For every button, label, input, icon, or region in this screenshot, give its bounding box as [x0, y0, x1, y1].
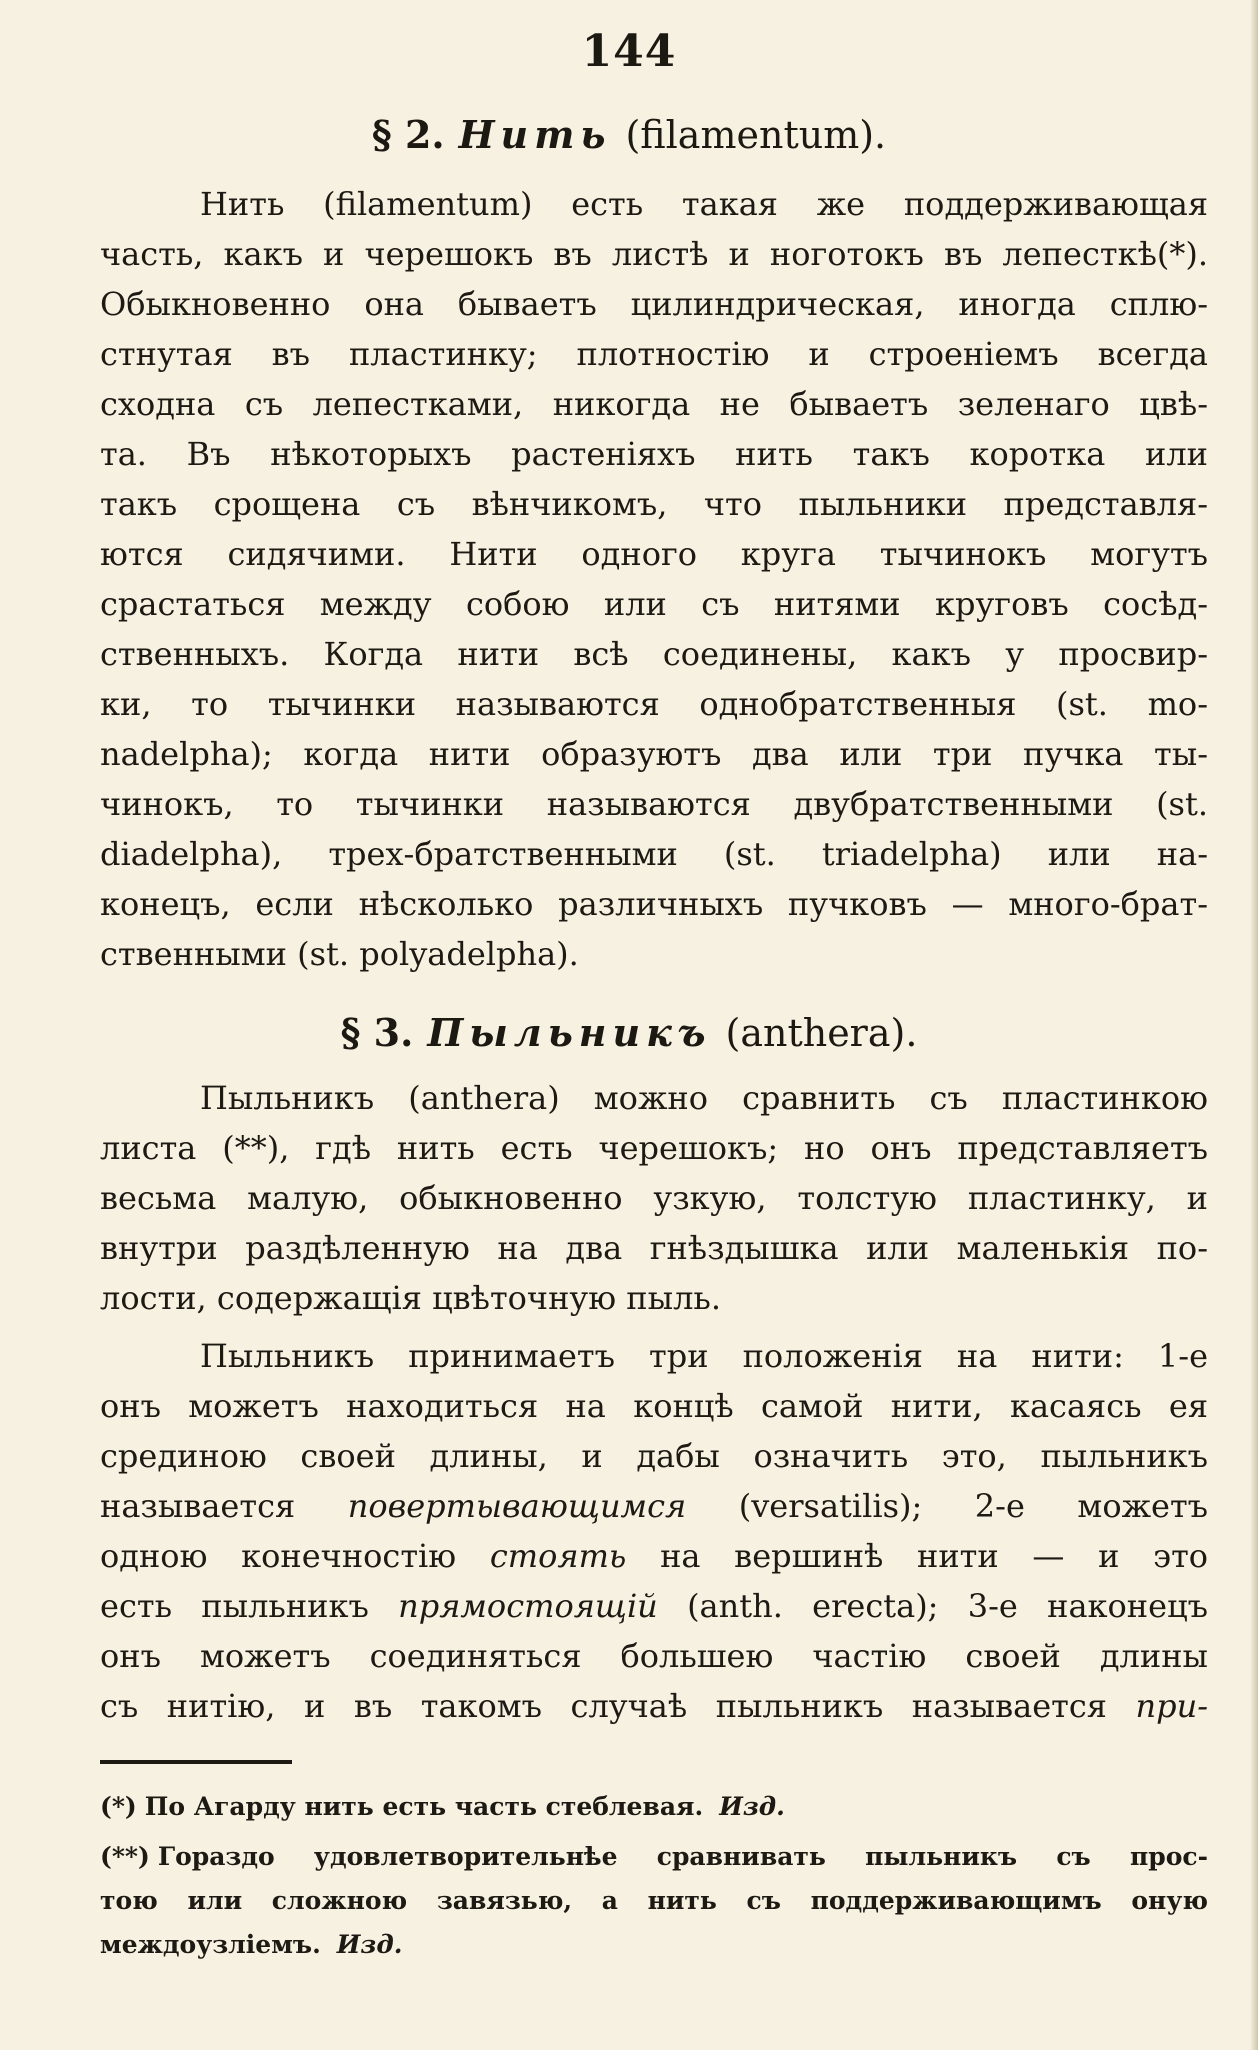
text-line: онъ можетъ соединяться большею частію своей длины: [100, 1637, 1208, 1675]
text-line: чинокъ, то тычинки называются двубратственными (st.: [100, 785, 1208, 823]
text-run: (versatilis); 2-е можетъ: [738, 1487, 1208, 1525]
text-line: diadelpha), трех-братственными (st. triadelpha) или на-: [100, 835, 1208, 873]
text-run: (anth. erecta); 3-е наконецъ: [687, 1587, 1208, 1625]
text-run: на вершинѣ нити — и это: [660, 1537, 1208, 1575]
italic-term: стоять: [489, 1537, 627, 1575]
text-line: онъ можетъ находиться на концѣ самой нити, касаясь ея: [100, 1387, 1208, 1425]
text-line: листа (**), гдѣ нить есть черешокъ; но онъ представляетъ: [100, 1129, 1208, 1167]
footnote-2-line: [100, 1924, 1208, 1966]
text-run: съ нитію, и въ такомъ случаѣ пыльникъ называется: [100, 1687, 1107, 1725]
page-number: 144: [581, 26, 677, 77]
text-line: часть, какъ и черешокъ въ листѣ и ноготокъ въ лепесткѣ(*).: [100, 235, 1208, 273]
footnote-text: По Агарду нить есть часть стеблевая.: [144, 1792, 704, 1821]
text-line: лости, содержащія цвѣточную пыль.: [100, 1279, 721, 1317]
text-line: Обыкновенно она бываетъ цилиндрическая, иногда сплю-: [100, 285, 1208, 323]
italic-term: прямостоящій: [398, 1587, 658, 1625]
text-line: Нить (filamentum) есть такая же поддерживающая: [200, 185, 1208, 223]
text-run: называется: [100, 1487, 296, 1525]
italic-term: при-: [1135, 1687, 1208, 1725]
text-line: та. Въ нѣкоторыхъ растеніяхъ нить такъ коротка или: [100, 435, 1208, 473]
footnote-text: Гораздо удовлетворительнѣе сравнивать пыльникъ съ прос-: [157, 1842, 1208, 1871]
text-line: [100, 1584, 1208, 1628]
text-line: [100, 1534, 1208, 1578]
text-line: такъ срощена съ вѣнчикомъ, что пыльники представля-: [100, 485, 1208, 523]
section-2-latin: (filamentum).: [625, 113, 887, 157]
footnote-2-line: тою или сложною завязью, а нить съ поддерживающимъ оную: [100, 1886, 1208, 1915]
text-line: конецъ, если нѣсколько различныхъ пучковъ — много-брат-: [100, 885, 1208, 923]
section-3-latin: (anthera).: [725, 1011, 918, 1055]
text-line: внутри раздѣленную на два гнѣздышка или маленькія по-: [100, 1229, 1208, 1267]
section-3-title: Пыльникъ: [427, 1010, 712, 1055]
footnote-marker: (*): [100, 1792, 137, 1821]
text-line: ственными (st. polyadelpha).: [100, 935, 579, 973]
section-2-heading: [0, 112, 1258, 157]
italic-term: повертывающимся: [347, 1487, 687, 1525]
section-3-sign: § 3.: [340, 1010, 414, 1055]
editor-mark: Изд.: [336, 1930, 403, 1959]
section-3-heading: [0, 1010, 1258, 1055]
text-line: nadelpha); когда нити образуютъ два или три пучка ты-: [100, 735, 1208, 773]
footnote-1: [100, 1786, 1208, 1828]
section-2-title: Нить: [458, 112, 612, 157]
text-line: Пыльникъ принимаетъ три положенія на нити: 1-е: [200, 1337, 1208, 1375]
text-line: стнутая въ пластинку; плотностію и строеніемъ всегда: [100, 335, 1208, 373]
footnote-marker: (**): [100, 1842, 150, 1871]
text-line: Пыльникъ (anthera) можно сравнить съ пластинкою: [200, 1079, 1208, 1117]
footnote-text: междоузліемъ.: [100, 1930, 321, 1959]
text-line: [100, 1684, 1208, 1728]
editor-mark: Изд.: [719, 1792, 785, 1821]
text-line: ственныхъ. Когда нити всѣ соединены, какъ у просвир-: [100, 635, 1208, 673]
footnote-rule: [100, 1760, 292, 1764]
text-line: ются сидячими. Нити одного круга тычинокъ могутъ: [100, 535, 1208, 573]
text-line: сходна съ лепестками, никогда не бываетъ зеленаго цвѣ-: [100, 385, 1208, 423]
text-run: одною конечностію: [100, 1537, 457, 1575]
text-line: ки, то тычинки называются однобратственныя (st. mo-: [100, 685, 1208, 723]
text-line: [100, 1484, 1208, 1528]
section-2-sign: § 2.: [371, 112, 445, 157]
text-line: срастаться между собою или съ нитями круговъ сосѣд-: [100, 585, 1208, 623]
text-line: срединою своей длины, и дабы означить это, пыльникъ: [100, 1437, 1208, 1475]
text-run: есть пыльникъ: [100, 1587, 369, 1625]
text-line: весьма малую, обыкновенно узкую, толстую пластинку, и: [100, 1179, 1208, 1217]
footnote-2-line: [100, 1836, 1208, 1878]
